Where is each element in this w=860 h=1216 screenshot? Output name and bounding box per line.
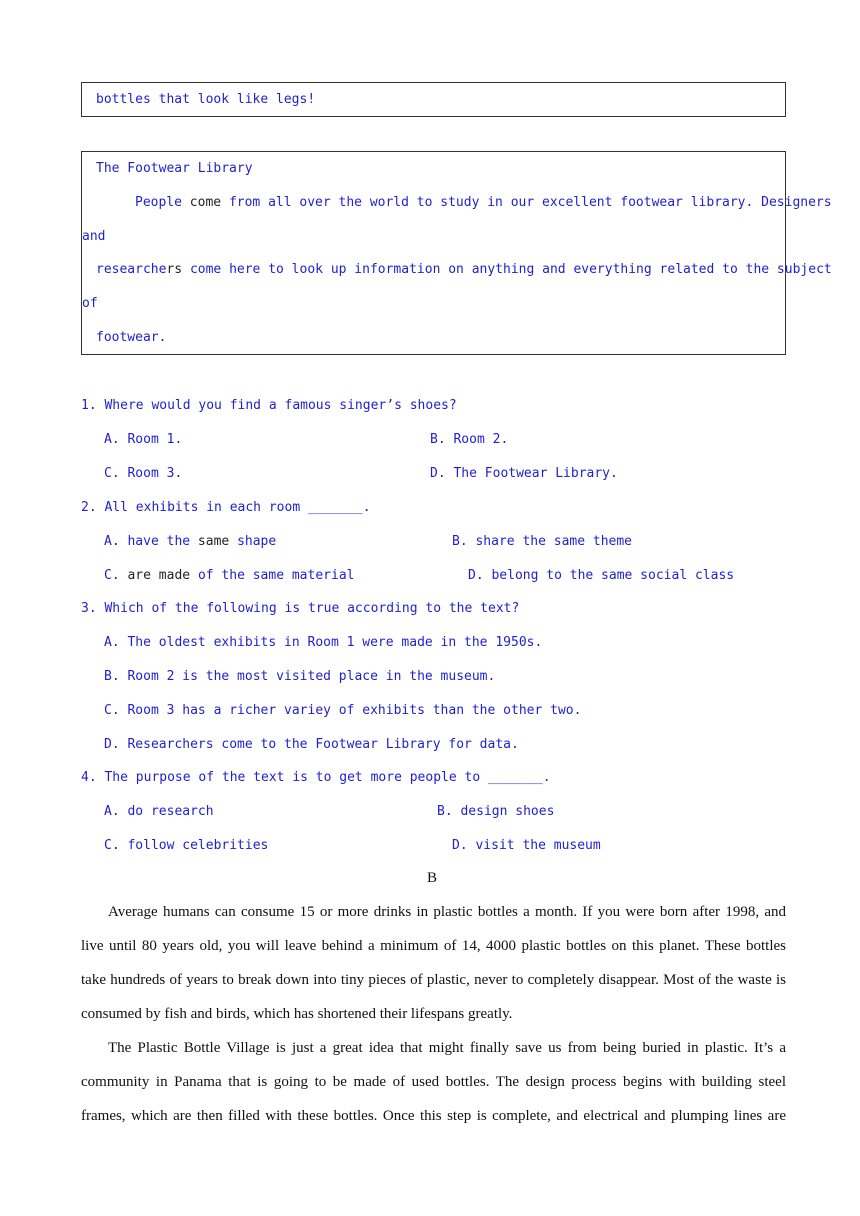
passage-b-p1-line4: consumed by fish and birds, which has shortened their lifespans greatly. xyxy=(81,1006,513,1022)
question-4: 4. The purpose of the text is to get more people to _______. xyxy=(81,770,551,785)
q2-a-part2: same xyxy=(197,534,230,549)
q1-option-b: B. Room 2. xyxy=(430,432,509,447)
library-line-4: of xyxy=(82,296,98,311)
q2-option-c xyxy=(104,568,354,583)
passage-b-p2-line1: The Plastic Bottle Village is just a great idea that might finally save us from being buried in plastic. It’s a xyxy=(108,1040,786,1056)
q2-a-part1: A. have the xyxy=(104,534,191,549)
q2-a-part3: shape xyxy=(237,534,277,549)
library-line-5: footwear. xyxy=(96,330,167,345)
q3-option-c: C. Room 3 has a richer variey of exhibits than the other two. xyxy=(104,703,582,718)
q3-option-a: A. The oldest exhibits in Room 1 were made in the 1950s. xyxy=(104,635,543,650)
q2-c-part3: of the same material xyxy=(197,568,355,583)
library-line-3 xyxy=(96,262,832,277)
q4-option-d: D. visit the museum xyxy=(452,838,601,853)
passage-b-p1-line2: live until 80 years old, you will leave behind a minimum of 14, 4000 plastic bottles on this planet. These bottles xyxy=(81,938,786,954)
box1-line: bottles that look like legs! xyxy=(96,92,316,107)
q2-c-part2: are made xyxy=(127,568,191,583)
footwear-library-title: The Footwear Library xyxy=(96,161,253,176)
q4-option-a: A. do research xyxy=(104,804,214,819)
q1-option-c: C. Room 3. xyxy=(104,466,183,481)
passage-b-p2-line3: frames, which are then filled with these bottles. Once this step is complete, and electrical and plumping lines are xyxy=(81,1108,786,1124)
q2-c-part1: C. xyxy=(104,568,120,583)
library-text-1: from all over the world to study in our excellent footwear library. Designers xyxy=(228,195,832,210)
library-word-people: People xyxy=(135,195,182,210)
q2-option-b: B. share the same theme xyxy=(452,534,633,549)
q1-option-a: A. Room 1. xyxy=(104,432,183,447)
q3-option-d: D. Researchers come to the Footwear Library for data. xyxy=(104,737,519,752)
library-line-2: and xyxy=(82,229,106,244)
library-word-come: come xyxy=(189,195,222,210)
q3-option-b: B. Room 2 is the most visited place in the museum. xyxy=(104,669,496,684)
question-1: 1. Where would you find a famous singer’s shoes? xyxy=(81,398,457,413)
passage-b-p1-line3: take hundreds of years to break down into tiny pieces of plastic, never to completely disappear. Most of the waste is xyxy=(81,972,786,988)
passage-b-p2-line2: community in Panama that is going to be made of used bottles. The design process begins with building steel xyxy=(81,1074,786,1090)
q4-option-b: B. design shoes xyxy=(437,804,555,819)
library-word-researche: researche xyxy=(96,262,167,277)
section-b-heading: B xyxy=(427,870,438,886)
q1-option-d: D. The Footwear Library. xyxy=(430,466,618,481)
footwear-library-box xyxy=(81,151,786,355)
q2-option-a xyxy=(104,534,276,549)
q2-option-d: D. belong to the same social class xyxy=(468,568,735,583)
library-text-3: come here to look up information on anything and everything related to the subject xyxy=(189,262,832,277)
question-3: 3. Which of the following is true according to the text? xyxy=(81,601,520,616)
question-2: 2. All exhibits in each room _______. xyxy=(81,500,371,515)
q4-option-c: C. follow celebrities xyxy=(104,838,269,853)
library-word-rs: rs xyxy=(166,262,183,277)
library-line-1 xyxy=(135,195,832,210)
passage-b-p1-line1: Average humans can consume 15 or more drinks in plastic bottles a month. If you were born after 1998, and xyxy=(108,904,786,920)
